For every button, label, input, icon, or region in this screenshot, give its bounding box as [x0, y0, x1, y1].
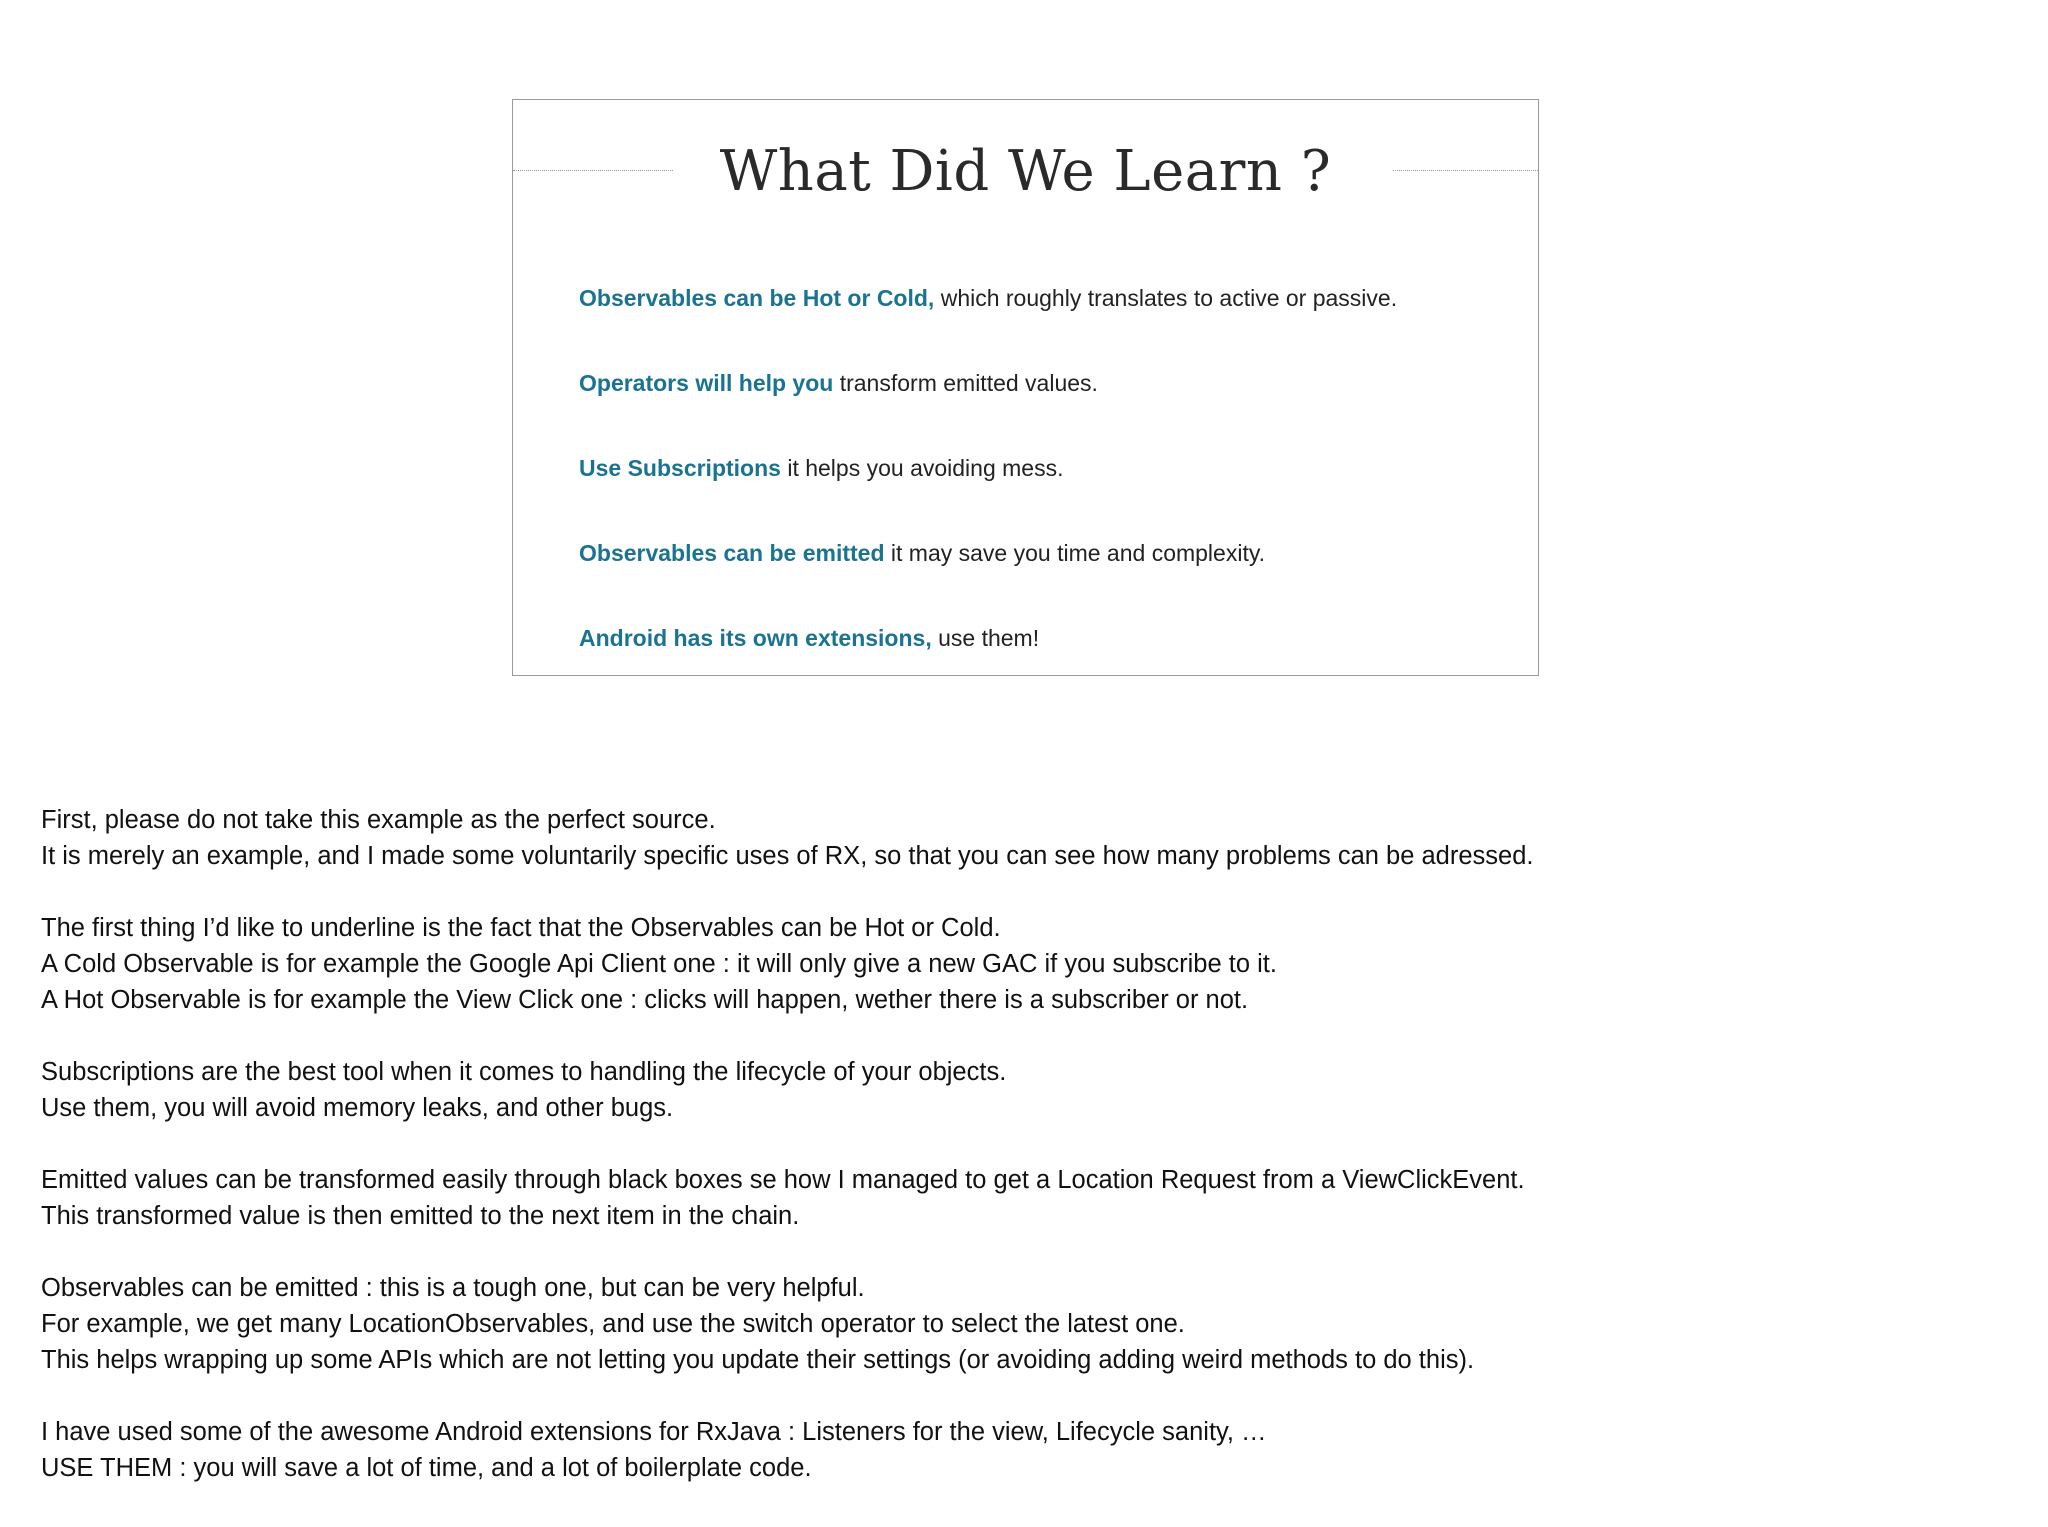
slide-bullet: [579, 623, 1397, 653]
notes-paragraph: [41, 802, 2031, 874]
notes-line: A Hot Observable is for example the View Click one : clicks will happen, wether there is a subscriber or not.: [41, 986, 1249, 1014]
bullet-highlight: Observables can be Hot or Cold,: [579, 285, 935, 311]
notes-paragraph: [41, 1054, 2031, 1126]
notes-line: Subscriptions are the best tool when it comes to handling the lifecycle of your objects.: [41, 1058, 1007, 1086]
slide-bullet-list: [579, 283, 1397, 708]
slide-bullet: [579, 538, 1397, 568]
bullet-highlight: Use Subscriptions: [579, 455, 781, 481]
notes-line: A Cold Observable is for example the Google Api Client one : it will only give a new GAC if you subscribe to it.: [41, 950, 1277, 978]
bullet-highlight: Observables can be emitted: [579, 540, 885, 566]
notes-line: USE THEM : you will save a lot of time, and a lot of boilerplate code.: [41, 1454, 812, 1482]
notes-line: This transformed value is then emitted to the next item in the chain.: [41, 1202, 800, 1230]
bullet-text: it may save you time and complexity.: [884, 540, 1266, 566]
notes-paragraph: [41, 1162, 2031, 1234]
notes-paragraph: [41, 1414, 2031, 1486]
notes-line: Use them, you will avoid memory leaks, and other bugs.: [41, 1094, 674, 1122]
notes-line: Observables can be emitted : this is a tough one, but can be very helpful.: [41, 1274, 865, 1302]
slide-thumbnail: [512, 99, 1539, 676]
notes-line: It is merely an example, and I made some voluntarily specific uses of RX, so that you can see how many problems can be adressed.: [41, 842, 1534, 870]
bullet-highlight: Operators will help you: [579, 370, 834, 396]
slide-title: What Did We Learn ?: [719, 139, 1332, 204]
notes-paragraph: [41, 910, 2031, 1018]
notes-line: Emitted values can be transformed easily through black boxes se how I managed to get a Location Request from a ViewClickEvent.: [41, 1166, 1525, 1194]
slide-bullet: [579, 453, 1397, 483]
notes-paragraph: [41, 1270, 2031, 1378]
speaker-notes: [41, 802, 2031, 1522]
notes-line: This helps wrapping up some APIs which are not letting you update their settings (or avoiding adding weird methods to do this).: [41, 1346, 1475, 1374]
notes-line: First, please do not take this example as the perfect source.: [41, 806, 716, 834]
slide-bullet: [579, 368, 1397, 398]
notes-line: For example, we get many LocationObservables, and use the switch operator to select the latest one.: [41, 1310, 1185, 1338]
bullet-highlight: Android has its own extensions,: [579, 625, 932, 651]
slide-bullet: [579, 283, 1397, 313]
bullet-text: use them!: [931, 625, 1040, 651]
notes-line: The first thing I’d like to underline is the fact that the Observables can be Hot or Cold.: [41, 914, 1001, 942]
bullet-text: it helps you avoiding mess.: [780, 455, 1064, 481]
notes-line: I have used some of the awesome Android extensions for RxJava : Listeners for the view, Lifecycle sanity, …: [41, 1418, 1267, 1446]
bullet-text: which roughly translates to active or passive.: [934, 285, 1398, 311]
bullet-text: transform emitted values.: [833, 370, 1098, 396]
